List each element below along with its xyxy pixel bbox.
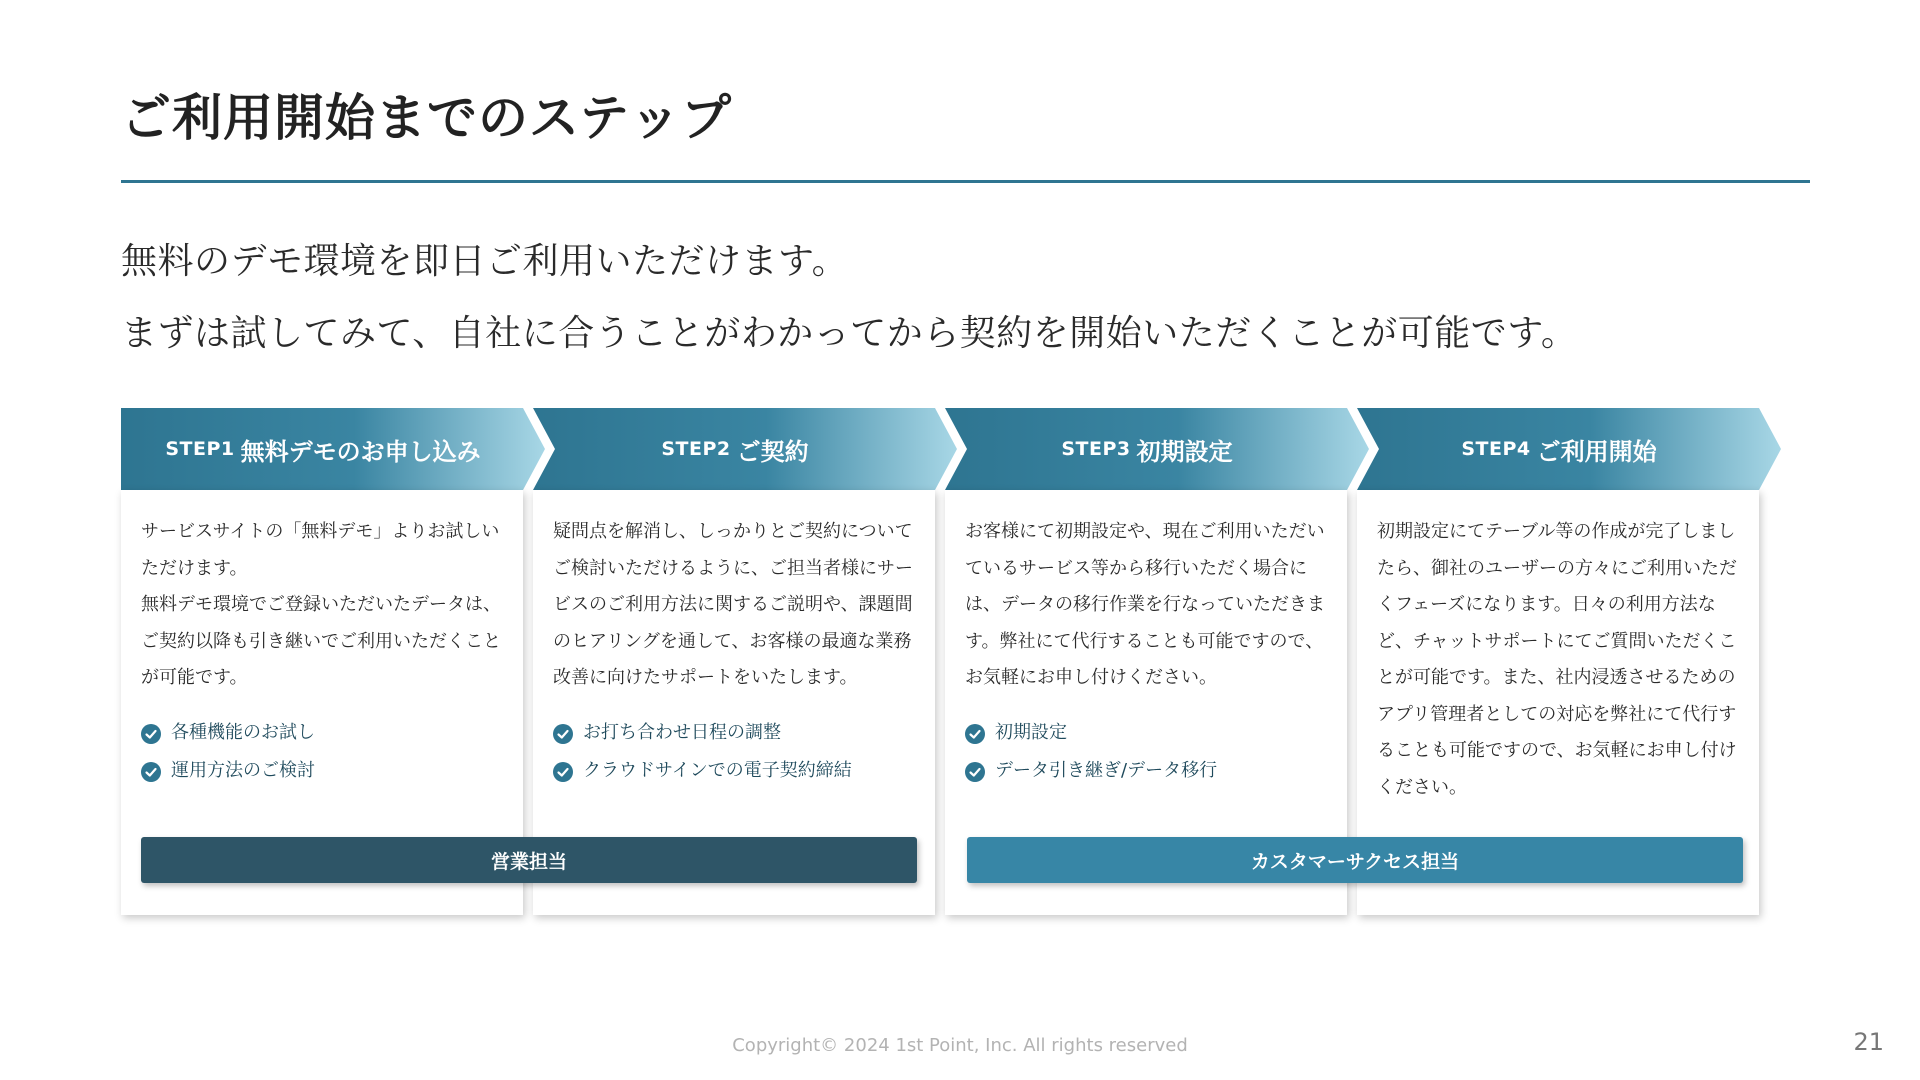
step-3-number: STEP3 bbox=[1061, 438, 1131, 460]
title-divider bbox=[121, 180, 1810, 183]
step-3-label bbox=[945, 408, 1349, 490]
step-1-description: サービスサイトの「無料デモ」よりお試しい ただけます。 無料デモ環境でご登録いただいたデータは、 ご契約以降も引き継いでご利用いただくこと が可能です。 bbox=[141, 521, 501, 688]
check-item bbox=[553, 753, 919, 791]
step-4-name: ご利用開始 bbox=[1536, 437, 1657, 466]
check-item-label: クラウドサインでの電子契約締結 bbox=[583, 760, 852, 782]
step-card-3-body bbox=[965, 514, 1331, 791]
page-title: ご利用開始までのステップ bbox=[121, 89, 732, 147]
step-1-checklist bbox=[141, 715, 507, 791]
step-1-label bbox=[121, 408, 525, 490]
check-item-label: 初期設定 bbox=[995, 722, 1067, 744]
check-item bbox=[965, 715, 1331, 753]
lead-line-2: まずは試してみて、自社に合うことがわかってから契約を開始いただくことが可能です。 bbox=[121, 313, 1578, 354]
check-circle-icon bbox=[553, 724, 573, 744]
step-arrow-3 bbox=[945, 408, 1369, 490]
step-arrow-4 bbox=[1357, 408, 1781, 490]
step-3-name: 初期設定 bbox=[1136, 437, 1233, 466]
check-item-label: データ引き継ぎ/データ移行 bbox=[995, 760, 1218, 782]
step-1-number: STEP1 bbox=[165, 438, 235, 460]
step-arrow-2 bbox=[533, 408, 957, 490]
step-card-2-body bbox=[553, 514, 919, 791]
step-2-description: 疑問点を解消し、しっかりとご契約について ご検討いただけるように、ご担当者様にサー ビスのご利用方法に関するご説明や、課題間 のヒアリングを通して、お客様の最適な業務 改善に向けたサポートをいたします。 bbox=[553, 521, 913, 688]
step-4-description: 初期設定にてテーブル等の作成が完了しまし たら、御社のユーザーの方々にご利用いただ くフェーズになります。日々の利用方法な ど、チャットサポートにてご質問いただくこ とが可能です。また、社内浸透させるための アプリ管理者としての対応を弊社にて代行す ることも可能ですので、お気軽にお申し付け ください。 bbox=[1377, 521, 1737, 798]
check-item bbox=[965, 753, 1331, 791]
step-card-1-body bbox=[141, 514, 507, 791]
check-circle-icon bbox=[965, 762, 985, 782]
step-3-description: お客様にて初期設定や、現在ご利用いただい ているサービス等から移行いただく場合に は、データの移行作業を行なっていただきま す。弊社にて代行することも可能ですので、 お気軽にお申し付けください。 bbox=[965, 521, 1325, 688]
step-2-name: ご契約 bbox=[736, 437, 809, 466]
check-item bbox=[141, 753, 507, 791]
step-arrow-1 bbox=[121, 408, 545, 490]
step-arrows bbox=[121, 408, 1781, 490]
step-4-number: STEP4 bbox=[1461, 438, 1531, 460]
step-2-checklist bbox=[553, 715, 919, 791]
check-circle-icon bbox=[141, 762, 161, 782]
customer-success-responsibility-band: カスタマーサクセス担当 bbox=[967, 837, 1743, 883]
check-circle-icon bbox=[553, 762, 573, 782]
check-item-label: お打ち合わせ日程の調整 bbox=[583, 722, 781, 744]
step-1-name: 無料デモのお申し込み bbox=[240, 437, 481, 466]
step-2-number: STEP2 bbox=[661, 438, 731, 460]
check-circle-icon bbox=[965, 724, 985, 744]
step-4-label bbox=[1357, 408, 1761, 490]
step-2-label bbox=[533, 408, 937, 490]
check-item bbox=[553, 715, 919, 753]
lead-line-1: 無料のデモ環境を即日ご利用いただけます。 bbox=[121, 241, 849, 282]
check-item-label: 各種機能のお試し bbox=[171, 722, 315, 744]
step-3-checklist bbox=[965, 715, 1331, 791]
check-item bbox=[141, 715, 507, 753]
sales-responsibility-band: 営業担当 bbox=[141, 837, 917, 883]
copyright-footer: Copyright© 2024 1st Point, Inc. All rights reserved bbox=[732, 1035, 1188, 1056]
check-circle-icon bbox=[141, 724, 161, 744]
step-card-4-body bbox=[1377, 514, 1743, 806]
page-number: 21 bbox=[1853, 1028, 1884, 1056]
check-item-label: 運用方法のご検討 bbox=[171, 760, 315, 782]
